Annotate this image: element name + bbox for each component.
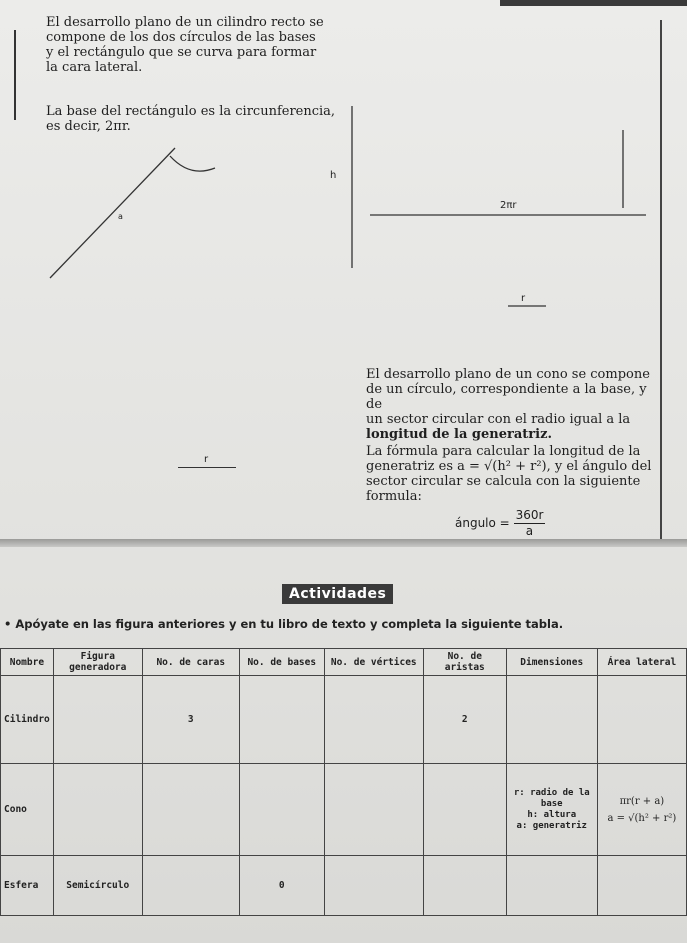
cell-area[interactable]	[597, 676, 686, 764]
text-line: compone de los dos círculos de las bases	[46, 30, 316, 45]
text-line: longitud de la generatriz.	[366, 427, 552, 442]
cell-caras[interactable]	[142, 856, 239, 916]
cell-vertices[interactable]	[324, 856, 423, 916]
table-header-row	[1, 649, 687, 676]
cell-name[interactable]: Cono	[1, 764, 54, 856]
cell-dimensiones[interactable]	[506, 676, 597, 764]
header-dimensiones: Dimensiones	[506, 649, 597, 676]
angle-label: ángulo =	[455, 516, 510, 530]
label-r-cone: r	[204, 454, 209, 465]
header-nombre: Nombre	[1, 649, 54, 676]
cone-generatrix-line	[50, 148, 175, 278]
cone-radius-line	[178, 467, 236, 468]
text-line: El desarrollo plano de un cilindro recto se	[46, 15, 324, 30]
cell-aristas[interactable]	[423, 764, 506, 856]
header-vertices: No. de vértices	[324, 649, 423, 676]
activities-table	[0, 648, 687, 916]
label-a: a	[118, 212, 123, 221]
cell-name[interactable]: Esfera	[1, 856, 54, 916]
cell-vertices[interactable]	[324, 676, 423, 764]
text-line: es decir, 2πr.	[46, 119, 131, 134]
text-line: formula:	[366, 489, 422, 504]
cell-figura[interactable]	[53, 764, 142, 856]
header-aristas: No. de aristas	[423, 649, 506, 676]
text-line: La base del rectángulo es la circunferencia,	[46, 104, 336, 119]
cell-dimensiones[interactable]	[506, 764, 597, 856]
table-row-cono	[1, 764, 687, 856]
cone-paragraph-1	[366, 367, 666, 442]
text-line: La fórmula para calcular la longitud de la	[366, 444, 641, 459]
cell-bases[interactable]: 0	[239, 856, 324, 916]
label-r-cylinder: r	[521, 293, 526, 304]
angle-formula	[455, 508, 545, 539]
text-line: de un círculo, correspondiente a la base, y de	[366, 382, 647, 412]
text-line: generatriz es a = √(h² + r²), y el ángulo del	[366, 459, 652, 474]
cell-name[interactable]: Cilindro	[1, 676, 54, 764]
header-caras: No. de caras	[142, 649, 239, 676]
section-divider	[0, 539, 687, 547]
angle-fraction	[514, 508, 546, 539]
cylinder-paragraph-1	[46, 15, 336, 75]
angle-numerator: 360r	[515, 508, 544, 522]
dim-line: r: radio de la	[513, 787, 590, 798]
table-row-esfera	[1, 856, 687, 916]
dim-line: base	[540, 798, 563, 809]
text-line: un sector circular con el radio igual a la	[366, 412, 631, 427]
text-line: sector circular se calcula con la siguiente	[366, 474, 641, 489]
label-h: h	[330, 170, 337, 181]
sector-arc	[170, 156, 215, 171]
activities-title: Actividades	[282, 584, 393, 604]
cell-figura[interactable]	[53, 676, 142, 764]
cell-aristas[interactable]: 2	[423, 676, 506, 764]
cell-caras[interactable]: 3	[142, 676, 239, 764]
cell-aristas[interactable]	[423, 856, 506, 916]
table-row-cilindro	[1, 676, 687, 764]
cell-figura[interactable]: Semicírculo	[53, 856, 142, 916]
text-line: El desarrollo plano de un cono se compone	[366, 367, 650, 382]
cell-area[interactable]	[597, 764, 686, 856]
cell-caras[interactable]	[142, 764, 239, 856]
label-2pir: 2πr	[500, 200, 517, 211]
cell-bases[interactable]	[239, 764, 324, 856]
header-bases: No. de bases	[239, 649, 324, 676]
dim-line: h: altura	[527, 809, 577, 820]
area-formula: πr(r + a)	[619, 795, 665, 807]
header-area-lateral: Área lateral	[597, 649, 686, 676]
top-edge-strip	[500, 0, 687, 6]
text-line: y el rectángulo que se curva para formar	[46, 45, 317, 60]
text-line: la cara lateral.	[46, 60, 143, 75]
angle-denominator: a	[525, 524, 534, 538]
activities-instruction: • Apóyate en las figura anteriores y en tu libro de texto y completa la siguiente tabla.	[4, 617, 564, 631]
left-margin-rule	[14, 30, 16, 120]
header-figura: Figura generadora	[53, 649, 142, 676]
cell-area[interactable]	[597, 856, 686, 916]
cell-bases[interactable]	[239, 676, 324, 764]
cone-paragraph-2	[366, 444, 666, 504]
cell-vertices[interactable]	[324, 764, 423, 856]
generatrix-formula: a = √(h² + r²)	[607, 812, 677, 824]
cylinder-net-figure	[40, 100, 660, 320]
dim-line: a: generatriz	[516, 820, 587, 831]
cell-dimensiones[interactable]	[506, 856, 597, 916]
